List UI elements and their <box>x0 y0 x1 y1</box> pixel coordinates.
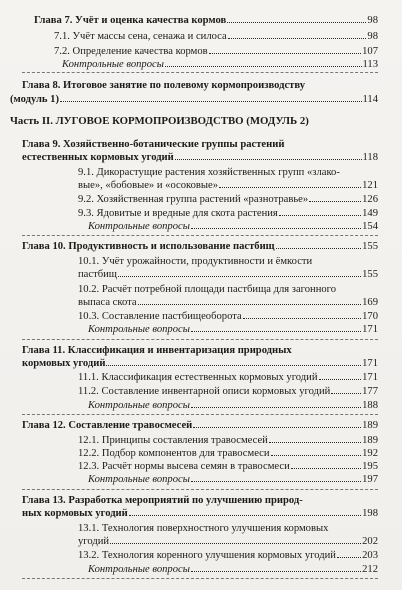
toc-section-10-3 <box>0 310 402 323</box>
toc-entry-title: Контрольные вопросы <box>88 474 190 485</box>
toc-entry-title: 12.1. Принципы составления травосмесей <box>78 435 268 446</box>
toc-section-12-2 <box>0 447 402 460</box>
toc-page-number: 203 <box>362 550 378 561</box>
toc-page-number: 149 <box>362 208 378 219</box>
toc-section-7-2 <box>0 45 402 58</box>
toc-entry-title: 12.3. Расчёт нормы высева семян в травосмеси <box>78 461 290 472</box>
toc-entry-title: 9.1. Дикорастущие растения хозяйственных групп «злако- <box>78 167 340 178</box>
toc-entry-title: Контрольные вопросы <box>88 564 190 575</box>
dot-leader <box>227 22 366 23</box>
toc-section-13-1-line2 <box>0 535 402 548</box>
toc-page-number: 202 <box>362 536 378 547</box>
dot-leader <box>219 187 361 188</box>
toc-entry-title-cont: вые», «бобовые» и «осоковые» <box>78 180 219 191</box>
toc-section-9-1-line2 <box>0 179 402 192</box>
toc-chapter-13-line1 <box>0 494 402 507</box>
toc-section-12-1 <box>0 434 402 447</box>
toc-chapter-13-line2 <box>0 507 402 520</box>
toc-page-number: 189 <box>362 420 378 431</box>
toc-entry-title: 10.2. Расчёт потребной площади пастбища для загонного <box>78 284 337 295</box>
toc-section-9-3 <box>0 207 402 220</box>
toc-entry-title: 10.3. Составление пастбищеоборота <box>78 311 242 322</box>
dot-leader <box>309 201 361 202</box>
toc-page-number: 169 <box>362 297 378 308</box>
toc-entry-title: 11.1. Классификация естественных кормовых угодий <box>78 372 318 383</box>
toc-page-number: 189 <box>362 435 378 446</box>
toc-chapter-9-line1 <box>0 138 402 151</box>
toc-page-number: 98 <box>367 31 378 42</box>
toc-section-10-2-line1 <box>0 283 402 296</box>
dot-leader <box>209 53 361 54</box>
dot-leader <box>291 468 361 469</box>
dot-leader <box>243 318 361 319</box>
toc-page-number: 197 <box>362 474 378 485</box>
toc-entry-title-cont: ных кормовых угодий <box>22 508 128 519</box>
toc-section-13-2 <box>0 549 402 562</box>
dot-leader <box>191 331 361 332</box>
toc-page-number: 118 <box>362 152 378 163</box>
toc-chapter-10 <box>0 240 402 253</box>
toc-entry-title-cont: угодий <box>78 536 110 547</box>
toc-section-7-1 <box>0 30 402 43</box>
toc-page-number: 113 <box>362 59 378 70</box>
dot-leader <box>279 215 361 216</box>
toc-entry-title-cont: (модуль 1) <box>10 94 60 105</box>
dot-leader <box>118 276 361 277</box>
dot-leader <box>269 442 361 443</box>
dot-leader <box>60 101 361 102</box>
toc-page-number: 121 <box>362 180 378 191</box>
toc-part-2 <box>0 115 402 128</box>
dot-leader <box>138 304 362 305</box>
toc-section-10-2-line2 <box>0 296 402 309</box>
dot-leader <box>193 427 361 428</box>
toc-entry-title-cont: выпаса скота <box>78 297 137 308</box>
toc-entry-title: 13.2. Технология коренного улучшения кормовых угодий <box>78 550 336 561</box>
toc-entry-title-cont: кормовых угодий <box>22 358 106 369</box>
toc-questions-7 <box>0 58 402 71</box>
dot-leader <box>191 407 361 408</box>
toc-entry-title: 12.2. Подбор компонентов для травосмеси <box>78 448 270 459</box>
toc-entry-title-cont: естественных кормовых угодий <box>22 152 174 163</box>
toc-page-number: 114 <box>362 94 378 105</box>
toc-page-number: 177 <box>362 386 378 397</box>
toc-entry-title: Глава 13. Разработка мероприятий по улучшению природ- <box>22 495 303 506</box>
toc-section-12-3 <box>0 460 402 473</box>
dot-leader <box>331 393 361 394</box>
toc-section-9-2 <box>0 193 402 206</box>
dot-leader <box>319 379 362 380</box>
dot-leader <box>129 515 361 516</box>
toc-entry-title: Глава 12. Составление травосмесей <box>22 420 193 431</box>
toc-section-13-1-line1 <box>0 522 402 535</box>
toc-questions-9 <box>0 220 402 233</box>
toc-page-number: 107 <box>362 46 378 57</box>
toc-chapter-8-line1 <box>0 79 402 92</box>
toc-page-number: 155 <box>362 269 378 280</box>
toc-entry-title: 11.2. Составление инвентарной описи кормовых угодий <box>78 386 331 397</box>
toc-page-number: 98 <box>367 15 378 26</box>
divider <box>22 414 378 415</box>
toc-chapter-7 <box>0 14 402 27</box>
toc-entry-title: 9.2. Хозяйственная группа растений «разнотравье» <box>78 194 309 205</box>
toc-page-number: 171 <box>362 358 378 369</box>
dot-leader <box>175 159 362 160</box>
toc-section-10-1-line1 <box>0 255 402 268</box>
toc-page-number: 171 <box>362 324 378 335</box>
toc-entry-title: Глава 7. Учёт и оценка качества кормов <box>34 15 227 26</box>
dot-leader <box>228 38 367 39</box>
dot-leader <box>110 543 361 544</box>
toc-page-number: 188 <box>362 400 378 411</box>
toc-entry-title: 7.2. Определение качества кормов <box>54 46 208 57</box>
toc-section-11-2 <box>0 385 402 398</box>
toc-questions-13 <box>0 563 402 576</box>
toc-chapter-11-line2 <box>0 357 402 370</box>
toc-entry-title: Глава 9. Хозяйственно-ботанические группы растений <box>22 139 285 150</box>
toc-page-number: 170 <box>362 311 378 322</box>
toc-page-number: 195 <box>362 461 378 472</box>
part-title: Часть II. ЛУГОВОЕ КОРМОПРОИЗВОДСТВО (МОДУЛЬ 2) <box>10 115 309 127</box>
divider <box>22 339 378 340</box>
toc-chapter-8-line2 <box>0 93 402 106</box>
toc-chapter-12 <box>0 419 402 432</box>
toc-page-number: 192 <box>362 448 378 459</box>
toc-section-9-1-line1 <box>0 166 402 179</box>
dot-leader <box>191 571 361 572</box>
dot-leader <box>271 455 362 456</box>
toc-page-number: 126 <box>362 194 378 205</box>
toc-questions-10 <box>0 323 402 336</box>
toc-entry-title-cont: пастбищ <box>78 269 117 280</box>
toc-entry-title: Контрольные вопросы <box>62 59 164 70</box>
toc-entry-title: 7.1. Учёт массы сена, сенажа и силоса <box>54 31 227 42</box>
toc-section-10-1-line2 <box>0 268 402 281</box>
divider <box>22 489 378 490</box>
toc-questions-12 <box>0 473 402 486</box>
divider <box>22 578 378 579</box>
dot-leader <box>191 481 361 482</box>
toc-section-11-1 <box>0 371 402 384</box>
toc-entry-title: Контрольные вопросы <box>88 400 190 411</box>
toc-chapter-11-line1 <box>0 344 402 357</box>
toc-page-number: 155 <box>362 241 378 252</box>
dot-leader <box>276 248 361 249</box>
divider <box>22 235 378 236</box>
dot-leader <box>106 365 361 366</box>
toc-page-number: 154 <box>362 221 378 232</box>
toc-entry-title: Глава 11. Классификация и инвентаризация природных <box>22 345 292 356</box>
toc-entry-title: Глава 10. Продуктивность и использование пастбищ <box>22 241 275 252</box>
divider <box>22 72 378 73</box>
dot-leader <box>337 557 361 558</box>
dot-leader <box>191 228 361 229</box>
toc-entry-title: Контрольные вопросы <box>88 221 190 232</box>
toc-entry-title: 10.1. Учёт урожайности, продуктивности и ёмкости <box>78 256 313 267</box>
toc-page-number: 171 <box>362 372 378 383</box>
toc-entry-title: 9.3. Ядовитые и вредные для скота растения <box>78 208 278 219</box>
toc-entry-title: 13.1. Технология поверхностного улучшения кормовых <box>78 523 329 534</box>
toc-entry-title: Контрольные вопросы <box>88 324 190 335</box>
toc-entry-title: Глава 8. Итоговое занятие по полевому кормопроизводству <box>22 80 306 91</box>
toc-questions-11 <box>0 399 402 412</box>
dot-leader <box>165 66 362 67</box>
toc-chapter-9-line2 <box>0 151 402 164</box>
toc-page-number: 198 <box>362 508 378 519</box>
toc-page-number: 212 <box>362 564 378 575</box>
